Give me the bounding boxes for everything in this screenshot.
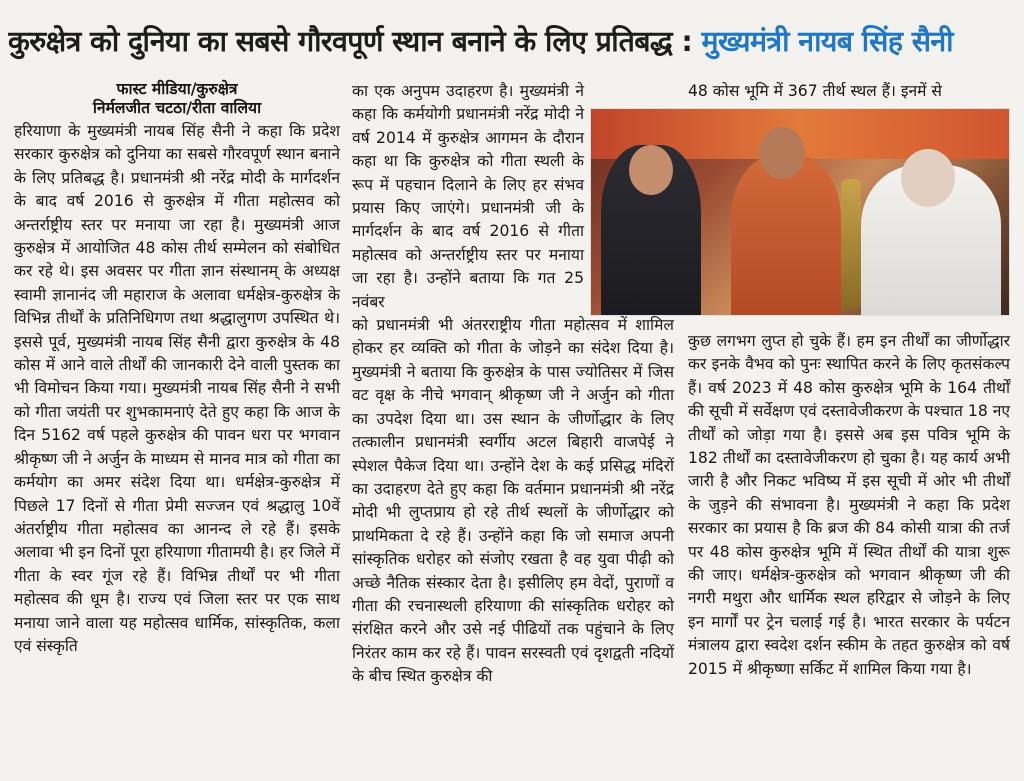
photo-person-right-head xyxy=(901,149,955,207)
article-column-1 xyxy=(14,80,340,658)
photo-person-center xyxy=(731,155,841,315)
column-2-top-text: का एक अनुपम उदाहरण है। मुख्यमंत्री ने कहा कि कर्मयोगी प्रधानमंत्री नरेंद्र मोदी ने वर्ष 2014 में कुरुक्षेत्र आगमन के दौरान कहा था कि कुरुक्षेत्र को गीता स्थली के रूप में पहचान दिलाने के लिए हर संभव प्रयास किए जाएंगे। प्रधानमंत्री जी के मार्गदर्शन के बाद वर्ष 2016 से गीता महोत्सव को अन्तर्राष्ट्रीय स्तर पर मनाया जा रहा है। उन्होंने बताया कि गत 25 नवंबर xyxy=(352,82,584,311)
headline-main: कुरुक्षेत्र को दुनिया का सबसे गौरवपूर्ण स्थान बनाने के लिए प्रतिबद्ध : xyxy=(8,25,702,58)
photo-person-left-head xyxy=(629,145,673,195)
byline-reporters: निर्मलजीत चटठा/रीता वालिया xyxy=(92,99,262,117)
column-3-bottom-text: कुछ लगभग लुप्त हो चुके हैं। हम इन तीर्थों का जीर्णोद्धार कर इनके वैभव को पुनः स्थापित करने के लिए कृतसंकल्प हैं। वर्ष 2023 में 48 कोस कुरुक्षेत्र भूमि के 164 तीर्थों की सूची में सर्वेक्षण एवं दस्तावेजीकरण के पश्चात 18 नए तीर्थों को जोड़ा गया है। इससे अब इस पवित्र भूमि के 182 तीर्थों का दस्तावेजीकरण हो चुका है। यह कार्य अभी जारी है और निकट भविष्य में इस सूची में ओर भी तीर्थों के जुड़ने की संभावना है। मुख्यमंत्री ने कहा कि प्रदेश सरकार का प्रयास है कि ब्रज की 84 कोसी यात्रा की तर्ज पर 48 कोस कुरुक्षेत्र भूमि में स्थित तीर्थों की यात्रा शुरू की जाए। धर्मक्षेत्र-कुरुक्षेत्र को भगवान श्रीकृष्ण जी की नगरी मथुरा और धार्मिक स्थल हरिद्वार से जोड़ने के लिए इन मार्गों पर ट्रेन चलाई गई है। भारत सरकार के पर्यटन मंत्रालय द्वारा स्वदेश दर्शन स्कीम के तहत कुरुक्षेत्र को वर्ष 2015 में श्रीकृष्णा सर्किट में शामिल किया गया है। xyxy=(688,332,1010,678)
headline-speaker: मुख्यमंत्री नायब सिंह सैनी xyxy=(701,25,953,58)
article-column-3-top xyxy=(688,80,1010,103)
article-column-3-bottom xyxy=(688,330,1010,681)
column-1-text: हरियाणा के मुख्यमंत्री नायब सिंह सैनी ने कहा कि प्रदेश सरकार कुरुक्षेत्र को दुनिया का सबसे गौरवपूर्ण स्थान बनाने के लिए प्रतिबद्ध है। प्रधानमंत्री श्री नरेंद्र मोदी के मार्गदर्शन के बाद वर्ष 2016 से कुरुक्षेत्र में गीता महोत्सव को अन्तर्राष्ट्रीय स्तर पर मनाया जा रहा है। मुख्यमंत्री आज कुरुक्षेत्र में आयोजित 48 कोस तीर्थ सम्मेलन को संबोधित कर रहे थे। इस अवसर पर गीता ज्ञान संस्थानम् के अध्यक्ष स्वामी ज्ञानानंद जी महाराज के अलावा धर्मक्षेत्र-कुरुक्षेत्र के विभिन्न तीर्थों के प्रतिनिधिगण तथा श्रद्धालुगण उपस्थित थे। इससे पूर्व, मुख्यमंत्री नायब सिंह सैनी द्वारा कुरुक्षेत्र के 48 कोस में आने वाले तीर्थों की जानकारी देने वाली पुस्तक का भी विमोचन किया गया। मुख्यमंत्री नायब सिंह सैनी ने सभी को गीता जयंती पर शुभकामनाएं देते हुए कहा कि आज के दिन 5162 वर्ष पहले कुरुक्षेत्र की पावन धरा पर भगवान श्रीकृष्ण जी ने अर्जुन के माध्यम से मानव मात्र को गीता का कर्मयोग का अमर संदेश दिया था। धर्मक्षेत्र-कुरुक्षेत्र में पिछले 17 दिनों से गीता प्रेमी सज्जन एवं श्रद्धालु 10वें अंतर्राष्ट्रीय गीता महोत्सव का आनन्द ले रहे हैं। इसके अलावा भी इन दिनों पूरा हरियाणा गीतामयी है। हर जिले में गीता के स्वर गूंज रहे हैं। विभिन्न तीर्थों पर भी गीता महोत्सव की धूम है। राज्य एवं जिला स्तर पर एक साथ मनाया जाने वाला यह महोत्सव धार्मिक, सांस्कृतिक, कला एवं संस्कृति xyxy=(14,122,340,655)
ceremonial-lamp xyxy=(841,179,861,309)
headline xyxy=(8,14,1016,70)
byline-agency: फास्ट मीडिया/कुरुक्षेत्र xyxy=(116,80,238,98)
column-3-top-text: 48 कोस भूमि में 367 तीर्थ स्थल हैं। इनमें से xyxy=(688,82,942,100)
event-photo xyxy=(590,108,1010,316)
column-2-bottom-text: को प्रधानमंत्री भी अंतरराष्ट्रीय गीता महोत्सव में शामिल होकर हर व्यक्ति को गीता के जोड़ने का संदेश दिया है। मुख्यमंत्री ने बताया कि कुरुक्षेत्र के पास ज्योतिसर में जिस वट वृक्ष के नीचे भगवान् श्रीकृष्ण जी ने अर्जुन को गीता का उपदेश दिया था। उस स्थान के जीर्णोद्धार के लिए तत्कालीन प्रधानमंत्री स्वर्गीय अटल बिहारी वाजपेई ने स्पेशल पैकेज दिया था। उन्होंने देश के कई प्रसिद्ध मंदिरों का उदाहरण देते हुए कहा कि वर्तमान प्रधानमंत्री श्री नरेंद्र मोदी भी लुप्तप्राय हो रहे तीर्थ स्थलों के जीर्णोद्धार को प्राथमिकता दे रहे हैं। उन्होंने कहा कि जो समाज अपनी सांस्कृतिक धरोहर को संजोए रखता है वह युवा पीढ़ी को अच्छे नैतिक संस्कार देता है। इसीलिए हम वेदों, पुराणों व गीता की रचनास्थली हरियाणा की सांस्कृतिक धरोहर को संरक्षित करने और उसे नई पीढियों तक पहुंचाने के लिए निरंतर काम कर रहे हैं। पावन सरस्वती एवं दृशद्वती नदियों के बीच स्थित कुरुक्षेत्र की xyxy=(352,316,674,686)
photo-person-center-head xyxy=(759,127,805,179)
